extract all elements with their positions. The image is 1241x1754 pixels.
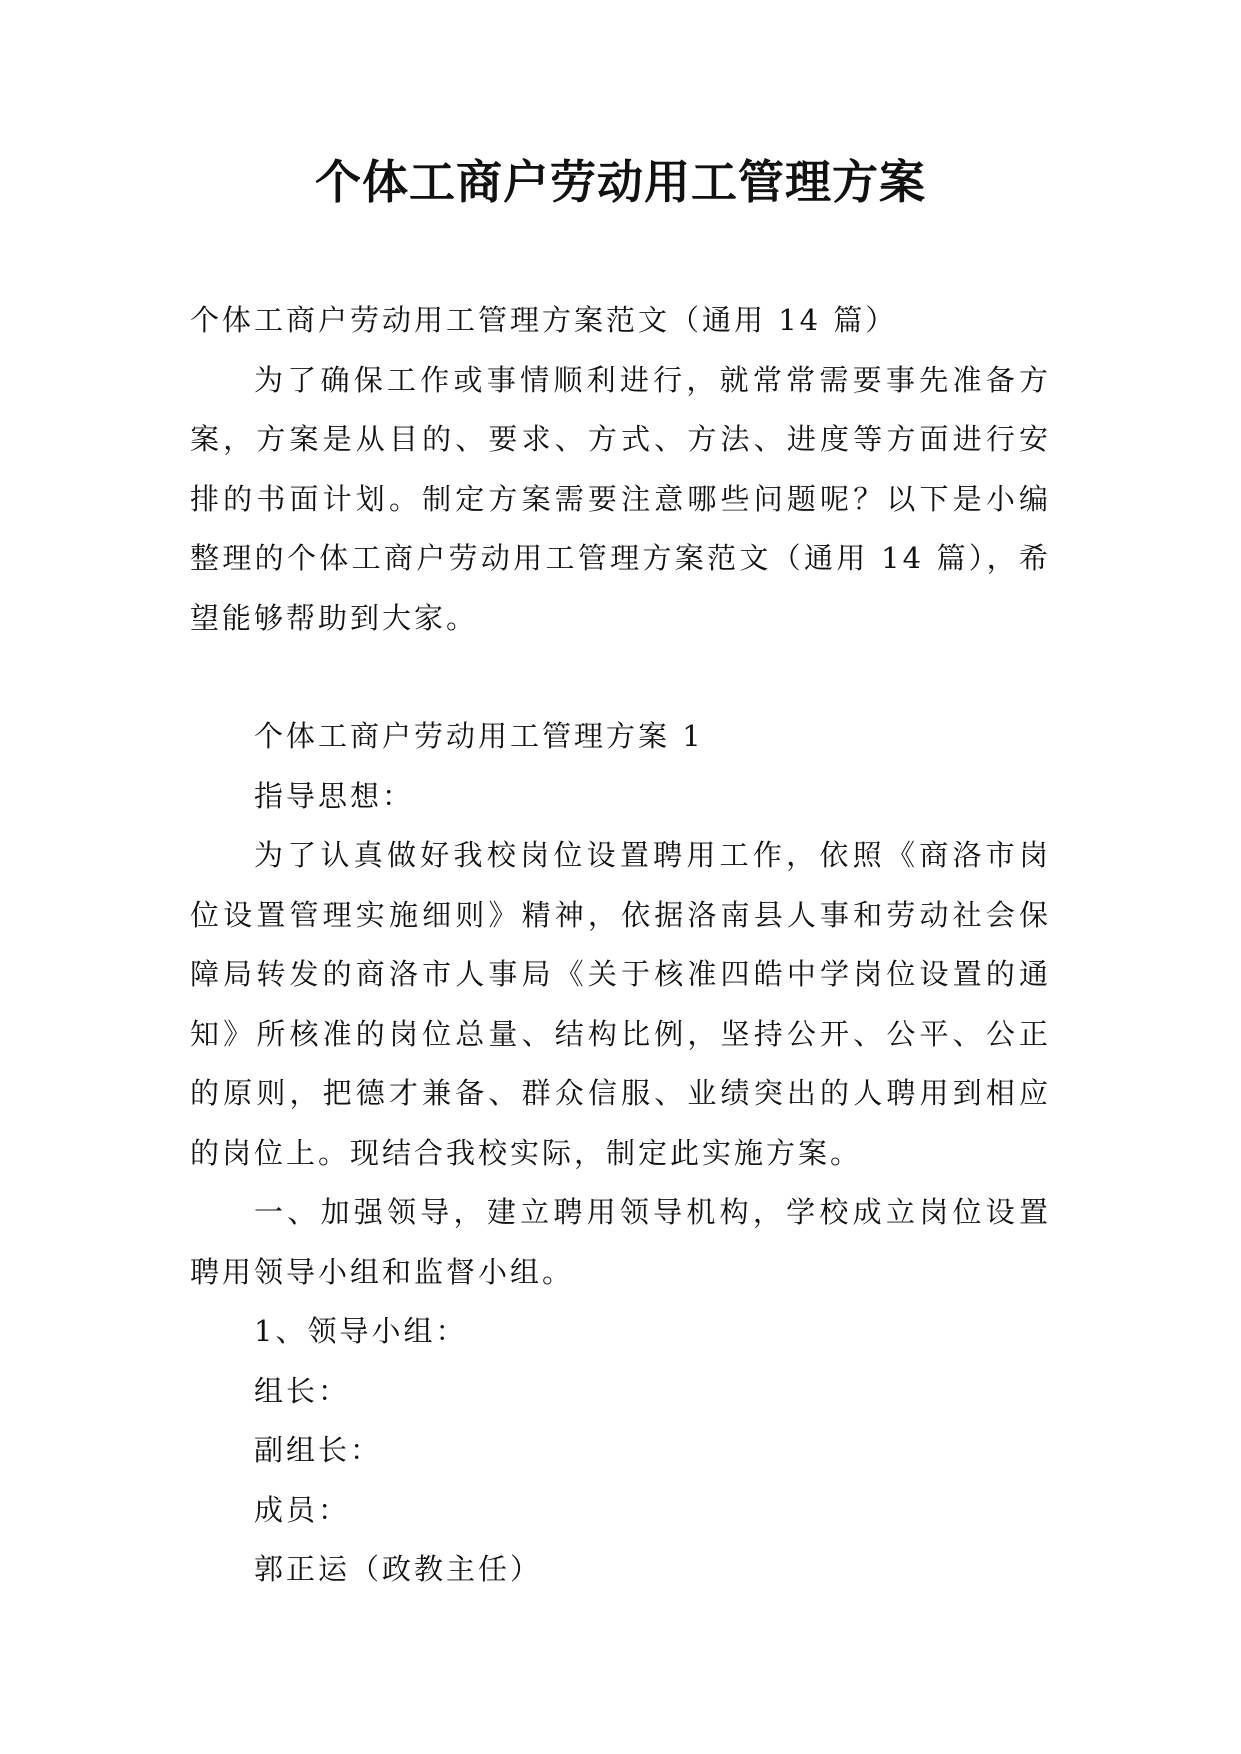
document-subtitle: 个体工商户劳动用工管理方案范文（通用 14 篇）	[190, 303, 898, 337]
guiding-label: 指导思想：	[254, 778, 415, 813]
members-label: 成员：	[254, 1492, 351, 1527]
intro-paragraph: 为了确保工作或事情顺利进行，就常常需要事先准备方案，方案是从目的、要求、方式、方法、进度等方面进行安排的书面计划。制定方案需要注意哪些问题呢？以下是小编整理的个体工商户劳动用工管理方案范文（通用 14 篇），希望能够帮助到大家。	[190, 362, 1051, 635]
paragraph-spacer	[190, 648, 1051, 707]
group-heading: 1、领导小组：	[254, 1314, 468, 1348]
member-item: 郭正运（政教主任）	[254, 1552, 543, 1586]
section-heading: 个体工商户劳动用工管理方案 1	[254, 719, 704, 753]
deputy-label: 副组长：	[254, 1433, 383, 1467]
point-one-paragraph: 一、加强领导，建立聘用领导机构，学校成立岗位设置聘用领导小组和监督小组。	[190, 1195, 1051, 1289]
document-title: 个体工商户劳动用工管理方案	[315, 155, 926, 209]
leader-label: 组长：	[254, 1373, 351, 1408]
guiding-paragraph: 为了认真做好我校岗位设置聘用工作，依照《商洛市岗位设置管理实施细则》精神，依据洛南县人事和劳动社会保障局转发的商洛市人事局《关于核准四皓中学岗位设置的通知》所核准的岗位总量、结构比例，坚持公开、公平、公正的原则，把德才兼备、群众信服、业绩突出的人聘用到相应的岗位上。现结合我校实际，制定此实施方案。	[190, 838, 1051, 1170]
document-body	[190, 291, 1051, 1600]
